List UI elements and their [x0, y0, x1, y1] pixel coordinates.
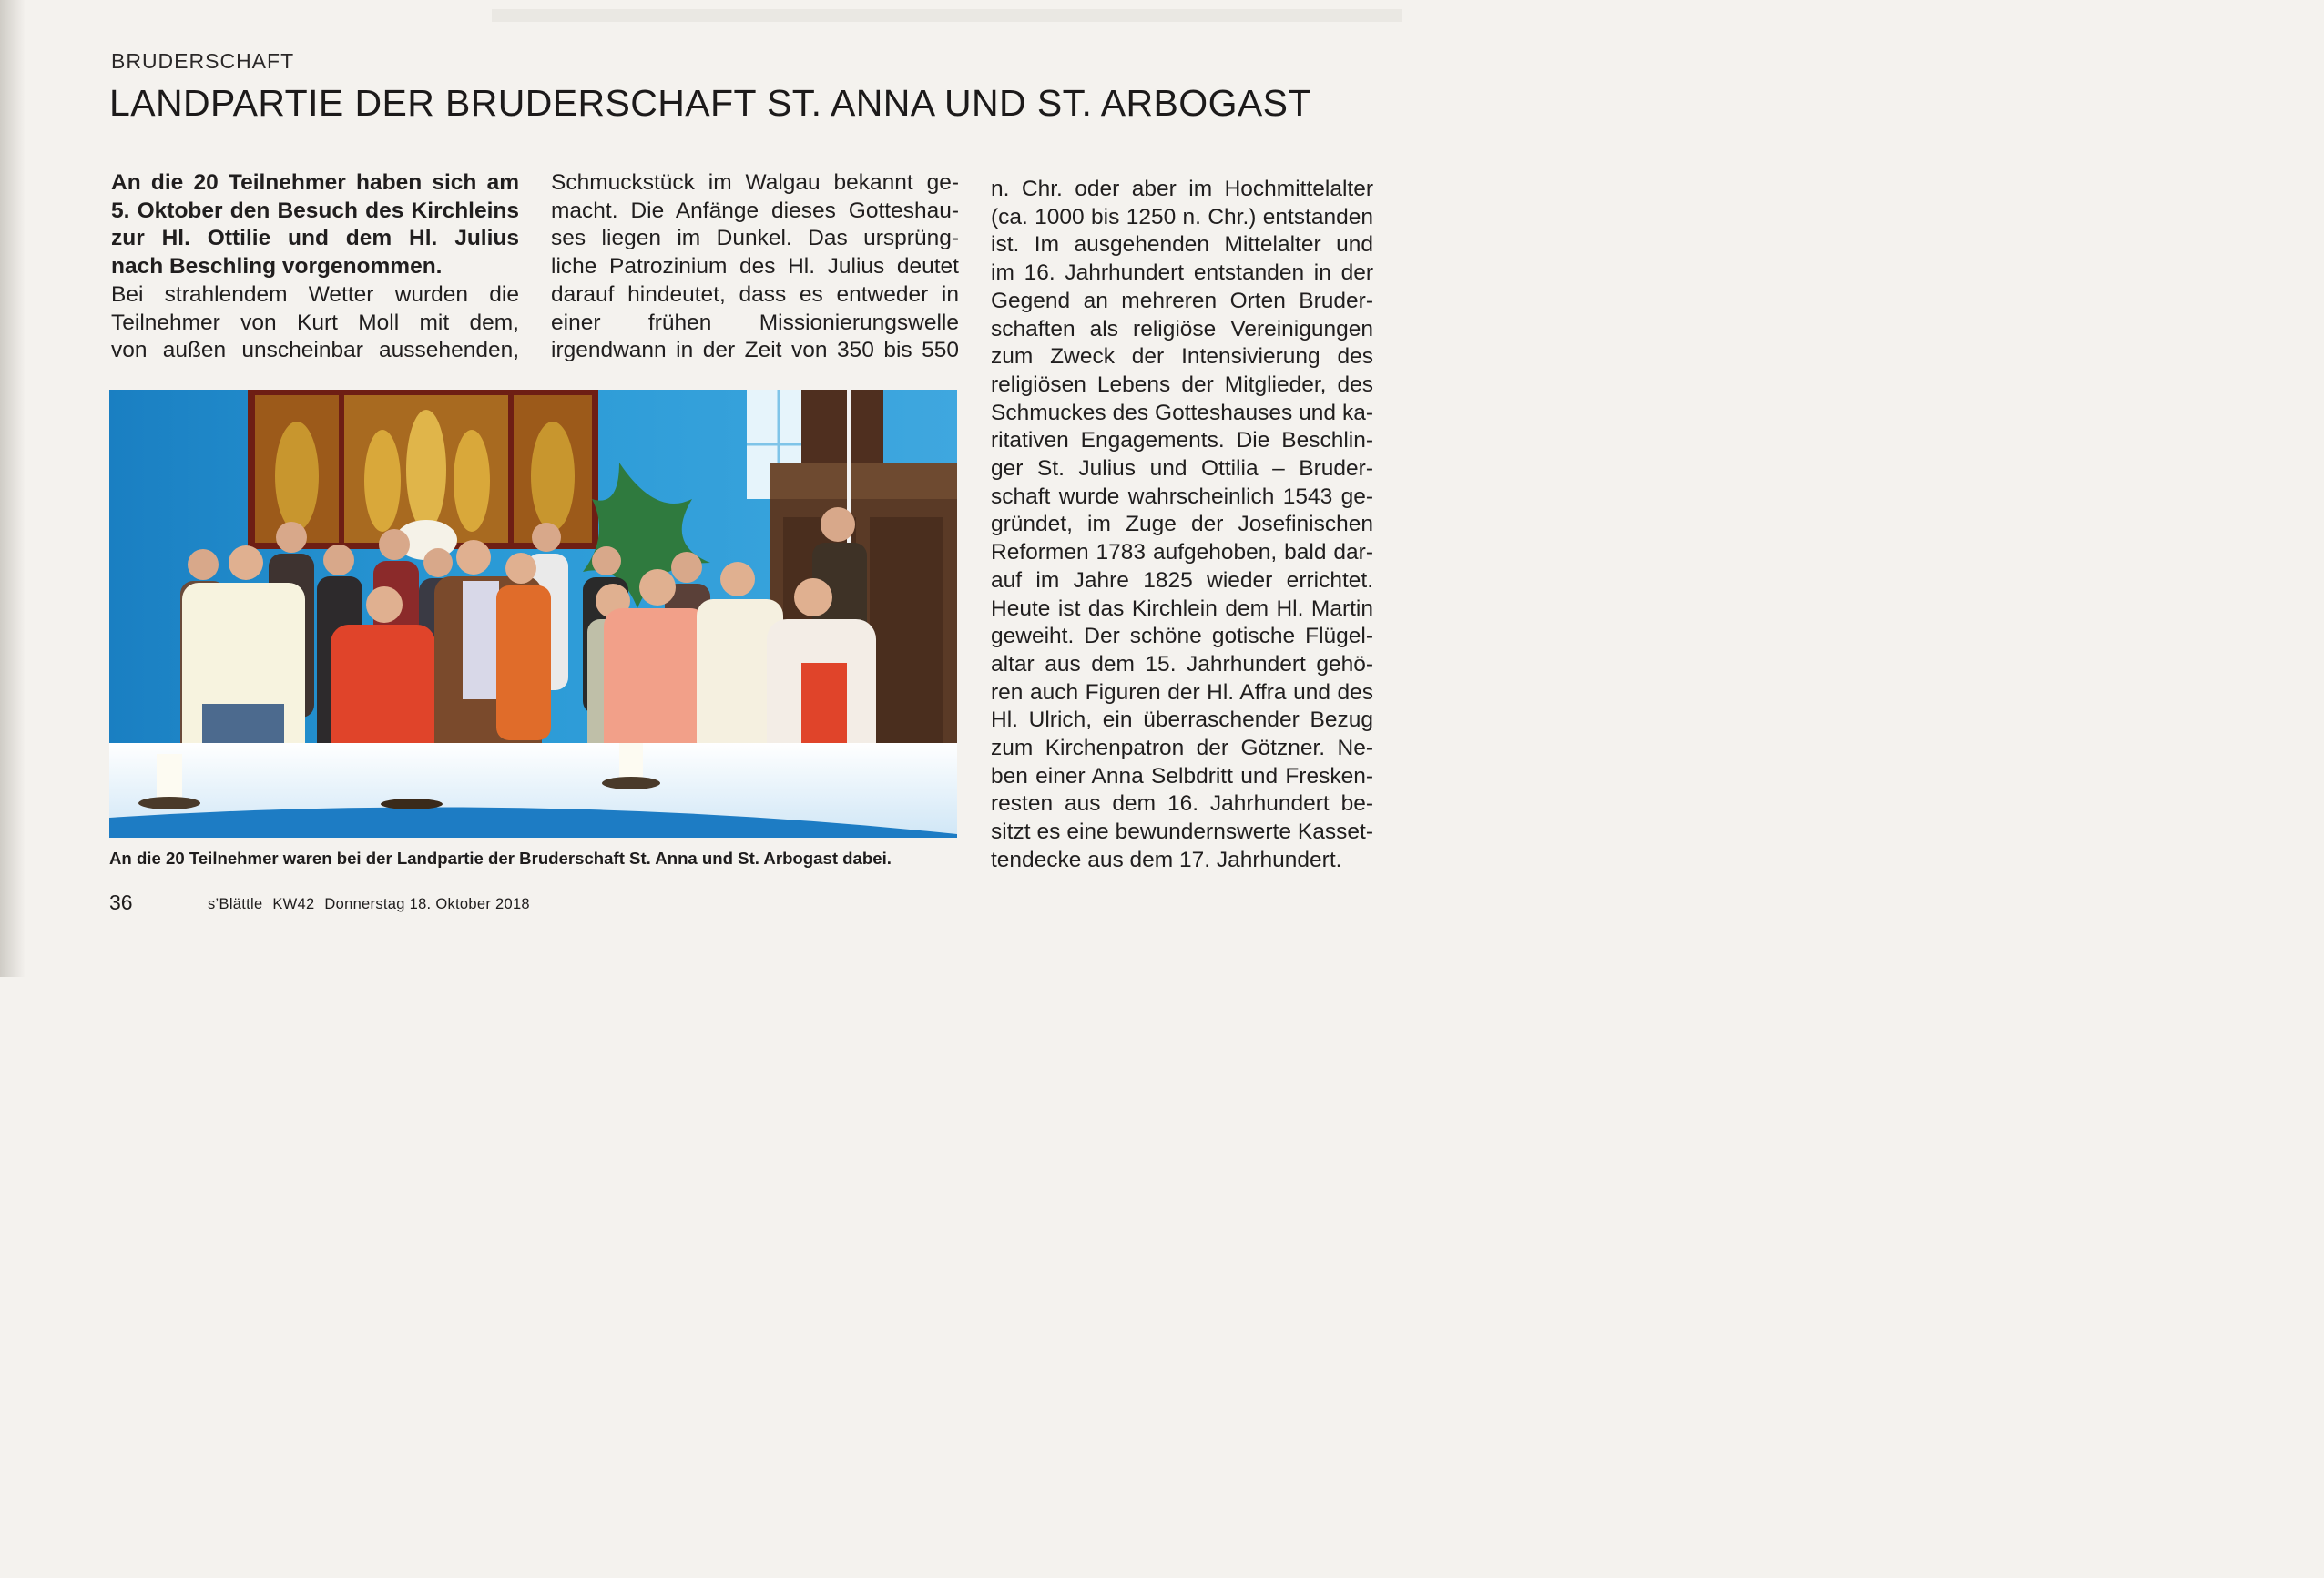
- body-line: sitzt es eine bewundernswerte Kasset-: [991, 820, 1373, 845]
- body-line: Schmuckes des Gotteshauses und ka-: [991, 400, 1373, 425]
- show-through-block-top: [492, 2, 1402, 38]
- body-line: n. Chr. oder aber im Hochmittelalter: [991, 177, 1373, 201]
- photo-caption: An die 20 Teilnehmer waren bei der Landpartie der Bruderschaft St. Anna und St. Arbogast dabei.: [109, 849, 892, 868]
- body-line: im 16. Jahrhundert entstanden in der: [991, 260, 1373, 286]
- body-line: Gegend an mehreren Orten Bruder-: [991, 288, 1373, 313]
- lead-line: nach Beschling vorgenommen.: [111, 254, 443, 280]
- column-1: [111, 169, 519, 365]
- body-line: Hl. Ulrich, ein überraschender Bezug: [991, 708, 1373, 733]
- lead-line: An die 20 Teilnehmer haben sich am: [111, 170, 519, 195]
- body-line: ist. Im ausgehenden Mittelalter und: [991, 232, 1373, 258]
- column-2: [551, 169, 959, 365]
- body-line: gründet, im Zuge der Josefinischen: [991, 512, 1373, 537]
- body-line: schaften als religiöse Vereinigungen: [991, 316, 1373, 341]
- issue-date: Donnerstag 18. Oktober 2018: [324, 896, 530, 912]
- body-line: Schmuckstück im Walgau bekannt ge-: [551, 170, 959, 195]
- body-line: zum Zweck der Intensivierung des: [991, 344, 1373, 370]
- publication-name: s’Blättle: [208, 896, 263, 912]
- body-line: von außen unscheinbar aussehenden,: [111, 338, 519, 363]
- group-photo: [109, 390, 957, 838]
- column-3: [991, 176, 1373, 875]
- page-number: 36: [109, 891, 133, 914]
- lead-line: 5. Oktober den Besuch des Kirchleins: [111, 198, 519, 223]
- body-line: Teilnehmer von Kurt Moll mit dem,: [111, 310, 519, 335]
- body-line: ritativen Engagements. Die Beschlin-: [991, 428, 1373, 453]
- body-line: schaft wurde wahrscheinlich 1543 ge-: [991, 484, 1373, 509]
- body-line: (ca. 1000 bis 1250 n. Chr.) entstanden: [991, 204, 1373, 229]
- body-line: ben einer Anna Selbdritt und Fresken-: [991, 763, 1373, 789]
- body-line: irgendwann in der Zeit von 350 bis 550: [551, 338, 959, 363]
- section-kicker: BRUDERSCHAFT: [111, 49, 295, 73]
- body-line: liche Patrozinium des Hl. Julius deutet: [551, 254, 959, 280]
- body-line: Heute ist das Kirchlein dem Hl. Martin: [991, 596, 1373, 621]
- page-gutter-shadow: [0, 0, 25, 977]
- body-line: einer frühen Missionierungswelle: [551, 310, 959, 335]
- body-line: darauf hindeutet, dass es entweder in: [551, 281, 959, 307]
- publication-footer: [208, 896, 535, 913]
- body-line: resten aus dem 16. Jahrhundert be-: [991, 791, 1373, 817]
- body-line: Bei strahlendem Wetter wurden die: [111, 281, 519, 307]
- body-line: ren auch Figuren der Hl. Affra und des: [991, 679, 1373, 705]
- body-line: macht. Die Anfänge dieses Gotteshau-: [551, 198, 959, 223]
- body-line: tendecke aus dem 17. Jahrhundert.: [991, 847, 1342, 872]
- body-line: altar aus dem 15. Jahrhundert gehö-: [991, 651, 1373, 677]
- body-line: zum Kirchenpatron der Götzner. Ne-: [991, 736, 1373, 761]
- body-line: ger St. Julius und Ottilia – Bruder-: [991, 456, 1373, 482]
- article-title: LANDPARTIE DER BRUDERSCHAFT ST. ANNA UND ST. ARBOGAST: [109, 82, 1311, 124]
- body-line: geweiht. Der schöne gotische Flügel-: [991, 624, 1373, 649]
- body-line: auf im Jahre 1825 wieder errichtet.: [991, 567, 1373, 593]
- body-line: Reformen 1783 aufgehoben, bald dar-: [991, 540, 1373, 565]
- body-line: ses liegen im Dunkel. Das ursprüng-: [551, 226, 959, 251]
- body-line: religiösen Lebens der Mitglieder, des: [991, 372, 1373, 397]
- lead-line: zur Hl. Ottilie und dem Hl. Julius: [111, 226, 519, 251]
- issue-number: KW42: [272, 896, 315, 912]
